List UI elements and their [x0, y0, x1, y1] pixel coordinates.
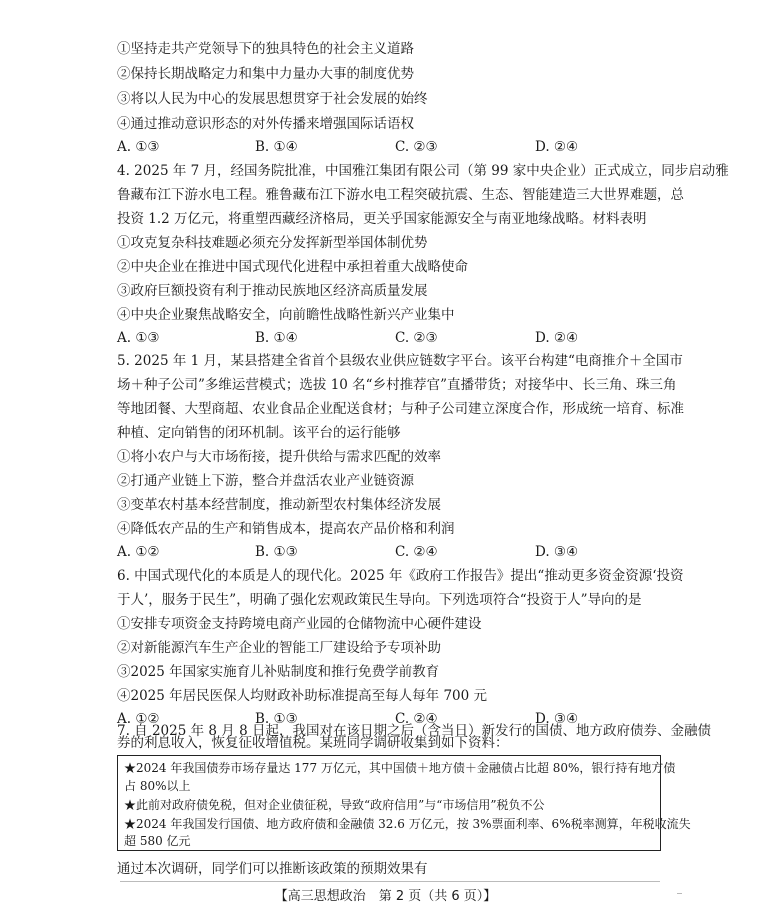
q4-option-a: A. ①③: [117, 330, 160, 346]
q6-stem-line-1: 6. 中国式现代化的本质是人的现代化。2025 年《政府工作报告》提出“推动更多资金资源‘投资: [117, 568, 684, 584]
q6-item-4: ④2025 年居民医保人均财政补助标准提高至每人每年 700 元: [117, 688, 487, 704]
q6-option-a: A. ①②: [117, 711, 160, 727]
q7-material-line-3: ★此前对政府债免税，但对企业债征税，导致“政府信用”与“市场信用”税负不公: [124, 798, 545, 812]
q7-material-line-2: 占 80%以上: [124, 779, 191, 793]
q3-item-4: ④通过推动意识形态的对外传播来增强国际话语权: [117, 116, 414, 132]
q4-option-d: D. ②④: [535, 330, 579, 346]
q7-material-line-1: ★2024 年我国债券市场存量达 177 万亿元，其中国债＋地方债＋金融债占比超 80%，银行持有地方债: [124, 761, 676, 775]
q7-material-line-4: ★2024 年我国发行国债、地方政府债和金融债 32.6 万亿元，按 3%票面利率、6%税率测算，年税收流失: [124, 817, 691, 831]
q5-stem-line-1: 5. 2025 年 1 月，某县搭建全省首个县级农业供应链数字平台。该平台构建“电商推介＋全国市: [117, 353, 683, 369]
corner-mark: ‾: [677, 893, 682, 904]
q5-option-c: C. ②④: [395, 544, 438, 560]
q5-item-1: ①将小农户与大市场衔接，提升供给与需求匹配的效率: [117, 449, 441, 465]
q5-stem-line-4: 种植、定向销售的闭环机制。该平台的运行能够: [117, 425, 401, 441]
q3-option-b: B. ①④: [255, 139, 298, 155]
q3-option-a: A. ①③: [117, 139, 160, 155]
q6-option-d: D. ③④: [535, 711, 579, 727]
q5-option-a: A. ①②: [117, 544, 160, 560]
q6-option-c: C. ②④: [395, 711, 438, 727]
q7-stem-line-1: 7. 自 2025 年 8 月 8 日起，我国对在该日期之后（含当日）新发行的国债、地方政府债券、金融债: [117, 723, 711, 739]
q4-option-b: B. ①④: [255, 330, 298, 346]
q5-stem-line-3: 等地团餐、大型商超、农业食品企业配送食材；与种子公司建立深度合作，形成统一培育、标准: [117, 401, 684, 417]
q4-stem-line-3: 投资 1.2 万亿元，将重塑西藏经济格局，更关乎国家能源安全与南亚地缘战略。材料表明: [117, 211, 647, 227]
q3-option-c: C. ②③: [395, 139, 438, 155]
q6-item-2: ②对新能源汽车生产企业的智能工厂建设给予专项补助: [117, 640, 441, 656]
q5-item-3: ③变革农村基本经营制度，推动新型农村集体经济发展: [117, 497, 441, 513]
q6-option-b: B. ①③: [255, 711, 298, 727]
q6-item-3: ③2025 年国家实施育儿补贴制度和推行免费学前教育: [117, 664, 440, 680]
q7-material-line-5: 超 580 亿元: [124, 834, 191, 848]
q4-stem-line-2: 鲁藏布江下游水电工程。雅鲁藏布江下游水电工程突破抗震、生态、智能建造三大世界难题，总: [117, 187, 684, 203]
page-footer: 【高三思想政治 第 2 页（共 6 页）】: [274, 889, 497, 904]
q3-item-3: ③将以人民为中心的发展思想贯穿于社会发展的始终: [117, 91, 428, 107]
q5-item-2: ②打通产业链上下游，整合并盘活农业产业链资源: [117, 473, 414, 489]
q3-option-d: D. ②④: [535, 139, 579, 155]
q6-item-1: ①安排专项资金支持跨境电商产业园的仓储物流中心硬件建设: [117, 616, 482, 632]
q7-tail: 通过本次调研，同学们可以推断该政策的预期效果有: [117, 861, 428, 877]
q6-stem-line-2: 于人’，服务于民生”，明确了强化宏观政策民生导向。下列选项符合“投资于人”导向的是: [117, 592, 642, 608]
q4-option-c: C. ②③: [395, 330, 438, 346]
q3-item-2: ②保持长期战略定力和集中力量办大事的制度优势: [117, 66, 414, 82]
q7-stem-line-2: 券的利息收入，恢复征收增值税。某班同学调研收集到如下资料：: [117, 735, 509, 751]
q4-item-1: ①攻克复杂科技难题必须充分发挥新型举国体制优势: [117, 235, 428, 251]
q5-option-d: D. ③④: [535, 544, 579, 560]
q4-item-2: ②中央企业在推进中国式现代化进程中承担着重大战略使命: [117, 259, 468, 275]
q4-item-3: ③政府巨额投资有利于推动民族地区经济高质量发展: [117, 283, 428, 299]
q3-item-1: ①坚持走共产党领导下的独具特色的社会主义道路: [117, 41, 414, 57]
q4-stem-line-1: 4. 2025 年 7 月，经国务院批准，中国雅江集团有限公司（第 99 家中央企业）正式成立，同步启动雅: [117, 163, 729, 179]
q7-material-box: [117, 755, 691, 851]
q5-item-4: ④降低农产品的生产和销售成本，提高农产品价格和利润: [117, 521, 455, 537]
footer-divider: [120, 881, 660, 882]
q4-item-4: ④中央企业聚焦战略安全，向前瞻性战略性新兴产业集中: [117, 307, 455, 323]
q5-stem-line-2: 场＋种子公司”多维运营模式；选拔 10 名“乡村推荐官”直播带货；对接华中、长三角、珠三角: [117, 377, 677, 393]
q5-option-b: B. ①③: [255, 544, 298, 560]
